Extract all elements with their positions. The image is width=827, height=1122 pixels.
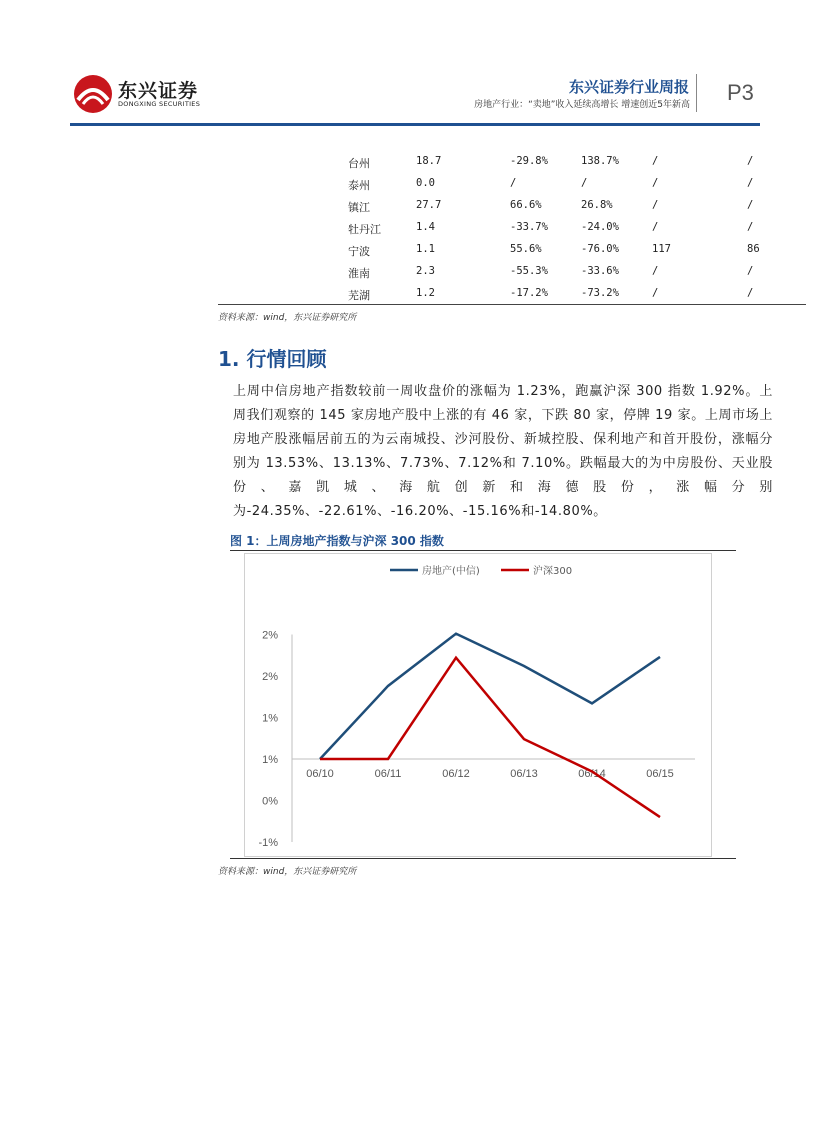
logo-text-en: DONGXING SECURITIES — [118, 100, 201, 108]
table-cell: 117 — [652, 243, 671, 255]
table-cell: -29.8% — [510, 155, 548, 167]
table-source-note: 资料来源：wind，东兴证券研究所 — [218, 313, 357, 323]
figure-bottom-rule — [230, 858, 736, 859]
table-cell: -33.6% — [581, 265, 619, 277]
company-logo — [70, 70, 200, 118]
y-tick-label: 2% — [262, 671, 278, 683]
y-tick-label: 2% — [262, 629, 278, 642]
table-cell: 宁波 — [348, 245, 370, 258]
table-cell: 27.7 — [416, 199, 442, 211]
table-cell: / — [510, 177, 517, 189]
table-cell: -76.0% — [581, 243, 619, 255]
table-cell: / — [747, 221, 754, 233]
table-cell: 镇江 — [348, 201, 370, 214]
y-tick-label: 1% — [262, 712, 278, 725]
table-cell: -33.7% — [510, 221, 548, 233]
table-row — [218, 172, 806, 194]
table-cell: / — [747, 265, 754, 277]
table-cell: -17.2% — [510, 287, 548, 299]
table-row — [218, 194, 806, 216]
table-cell: -55.3% — [510, 265, 548, 277]
table-cell: 138.7% — [581, 155, 619, 167]
body-paragraph: 上周中信房地产指数较前一周收盘价的涨幅为 1.23%，跑赢沪深 300 指数 1.92%。上周我们观察的 145 家房地产股中上涨的有 46 家，下跌 80 家，停牌 19 家。上周市场上房地产股涨幅居前五的为云南城投、沙河股份、新城控股、保利地产和首开股份，涨幅分别为 13.53%、13.13%、7.73%、7.12%和 7.10%。跌幅最大的为中房股份、天业股份、嘉凯城、海航创新和海德股份，涨幅分别为-24.35%、-22.61%、-16.20%、-15.16%和-14.80%。 — [233, 384, 773, 519]
table-cell: / — [652, 221, 659, 233]
y-tick-label: 0% — [262, 795, 278, 808]
table-cell: / — [652, 265, 659, 277]
table-row — [218, 216, 806, 238]
table-cell: 牡丹江 — [348, 223, 381, 236]
table-cell: / — [652, 155, 659, 167]
table-row — [218, 150, 806, 172]
table-cell: -24.0% — [581, 221, 619, 233]
section-heading: 1. 行情回顾 — [218, 347, 327, 371]
table-cell: 66.6% — [510, 199, 542, 211]
table-row — [218, 238, 806, 260]
land-sales-table — [218, 150, 806, 304]
table-bottom-rule — [218, 304, 806, 305]
table-cell: 泰州 — [348, 179, 370, 192]
table-cell: 0.0 — [416, 177, 435, 189]
legend-label: 房地产(中信) — [422, 566, 480, 577]
table-cell: / — [652, 287, 659, 299]
x-tick-label: 06/10 — [306, 768, 334, 780]
legend-label: 沪深300 — [533, 566, 573, 577]
figure-top-rule — [230, 550, 736, 551]
table-cell: 86 — [747, 243, 760, 255]
figure-caption: 图 1：上周房地产指数与沪深 300 指数 — [230, 534, 444, 548]
logo-text-cn: 东兴证券 — [118, 80, 199, 102]
logo-emblem-icon — [70, 74, 116, 114]
table-cell: 18.7 — [416, 155, 442, 167]
table-cell: 芜湖 — [348, 289, 370, 302]
table-cell: 1.2 — [416, 287, 435, 299]
table-cell: -73.2% — [581, 287, 619, 299]
line-chart-svg — [245, 554, 711, 856]
table-row — [218, 260, 806, 282]
table-cell: 55.6% — [510, 243, 542, 255]
line-chart — [244, 553, 712, 857]
table-cell: 1.4 — [416, 221, 435, 233]
header-rule — [70, 123, 760, 126]
table-cell: / — [747, 199, 754, 211]
figure-source-note: 资料来源：wind，东兴证券研究所 — [218, 867, 357, 877]
page-number: P3 — [727, 80, 754, 105]
table-cell: / — [747, 287, 754, 299]
table-cell: / — [747, 155, 754, 167]
series-line-real-estate — [320, 634, 660, 759]
x-tick-label: 06/15 — [646, 768, 674, 780]
table-cell: 淮南 — [348, 267, 370, 280]
table-cell: 2.3 — [416, 265, 435, 277]
table-cell: / — [747, 177, 754, 189]
report-title: 东兴证券行业周报 — [568, 78, 689, 96]
table-cell: / — [652, 199, 659, 211]
series-line-csi300 — [320, 658, 660, 817]
x-tick-label: 06/13 — [510, 768, 538, 780]
table-cell: / — [581, 177, 588, 189]
x-tick-label: 06/12 — [442, 768, 470, 780]
table-cell: / — [652, 177, 659, 189]
header-divider — [696, 74, 697, 112]
report-subtitle: 房地产行业：“卖地”收入延续高增长 增速创近5年新高 — [474, 100, 690, 110]
table-cell: 26.8% — [581, 199, 613, 211]
x-tick-label: 06/11 — [374, 768, 402, 780]
table-cell: 台州 — [348, 157, 370, 170]
y-tick-label: -1% — [258, 837, 278, 849]
y-tick-label: 1% — [262, 754, 278, 766]
table-cell: 1.1 — [416, 243, 435, 255]
x-tick-label: 06/14 — [578, 768, 606, 780]
table-row — [218, 282, 806, 304]
